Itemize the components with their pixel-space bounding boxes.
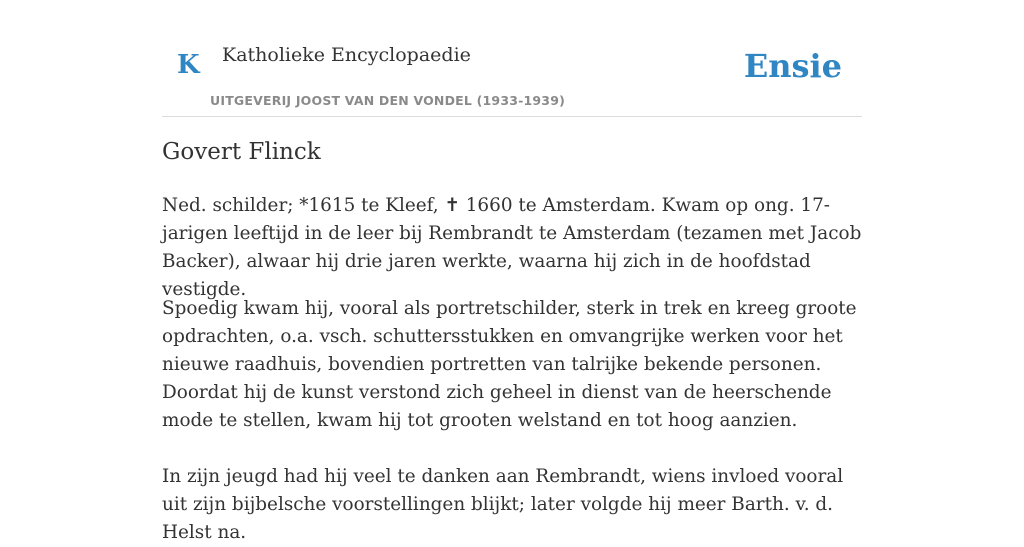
publisher-subtitle: UITGEVERIJ JOOST VAN DEN VONDEL (1933-1939)	[210, 93, 566, 108]
site-logo[interactable]: K	[177, 50, 200, 80]
ensie-brand-logo[interactable]: Ensie	[743, 47, 842, 85]
article-paragraph-2: Spoedig kwam hij, vooral als portretschilder, sterk in trek en kreeg groote opdrachten, o.a. vsch. schuttersstukken en omvangrijke werken voor het nieuwe raadhuis, bovendien portretten van talrijke bekende personen. Doordat hij de kunst verstond zich geheel in dienst van de heerschende mode te stellen, kwam hij tot grooten welstand en tot hoog aanzien.	[162, 298, 857, 431]
article-title: Govert Flinck	[162, 139, 321, 165]
site-header	[162, 0, 862, 117]
article-paragraph-3: In zijn jeugd had hij veel te danken aan Rembrandt, wiens invloed vooral uit zijn bijbelsche voorstellingen blijkt; later volgde hij meer Barth. v. d. Helst na.	[162, 466, 844, 543]
article-paragraph-1: Ned. schilder; *1615 te Kleef, ✝ 1660 te Amsterdam. Kwam op ong. 17-jarigen leeftijd in de leer bij Rembrandt te Amsterdam (tezamen met Jacob Backer), alwaar hij drie jaren werkte, waarna hij zich in de hoofdstad vestigde.	[162, 195, 862, 300]
site-title[interactable]: Katholieke Encyclopaedie	[222, 44, 471, 66]
